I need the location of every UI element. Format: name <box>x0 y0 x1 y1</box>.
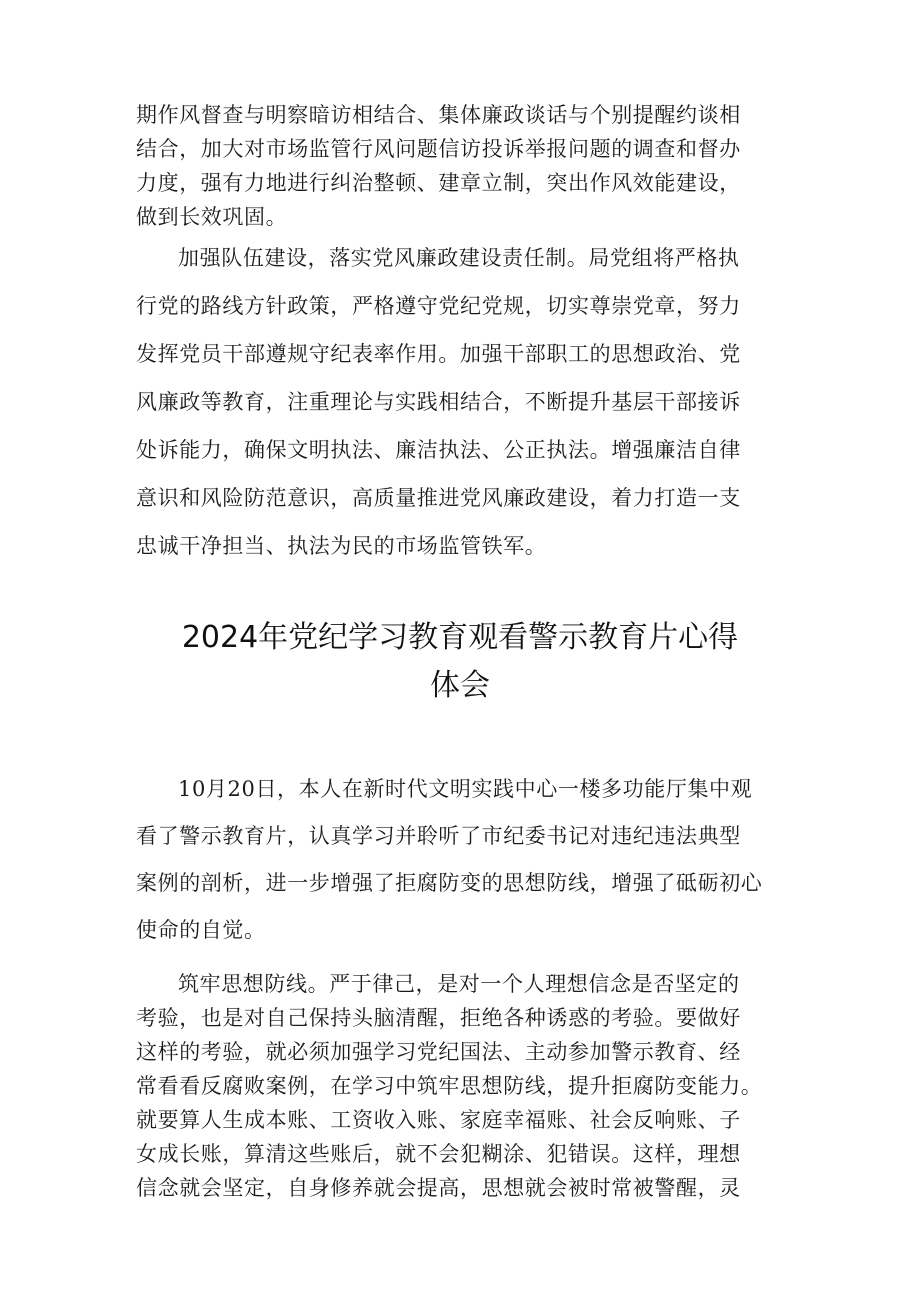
text-line: 期作风督查与明察暗访相结合、集体廉政谈话与个别提醒约谈相 <box>136 103 741 127</box>
paragraph-team-building <box>136 234 796 570</box>
text-line: 意识和风险防范意识，高质量推进党风廉政建设，着力打造一支 <box>136 486 741 510</box>
paragraph-viewing-record <box>136 766 796 954</box>
title-line: 体会 <box>430 668 490 703</box>
article-title <box>60 614 860 710</box>
text-line: 这样的考验，就必须加强学习党纪国法、主动参加警示教育、经 <box>136 1040 741 1064</box>
text-line: 力度，强有力地进行纠治整顿、建章立制，突出作风效能建设， <box>136 171 741 195</box>
text-line: 就要算人生成本账、工资收入账、家庭幸福账、社会反响账、子 <box>136 1108 741 1132</box>
title-line: 2024年党纪学习教育观看警示教育片心得 <box>181 620 739 655</box>
text-line: 结合，加大对市场监管行风问题信访投诉举报问题的调查和督办 <box>136 137 741 161</box>
paragraph-ideological-defense <box>136 967 796 1205</box>
text-line: 做到长效巩固。 <box>136 205 288 229</box>
text-line: 看了警示教育片，认真学习并聆听了市纪委书记对违纪违法典型 <box>136 824 741 848</box>
text-line: 考验，也是对自己保持头脑清醒，拒绝各种诱惑的考验。要做好 <box>136 1006 741 1030</box>
text-line: 女成长账，算清这些账后，就不会犯糊涂、犯错误。这样，理想 <box>136 1142 741 1166</box>
text-line: 发挥党员干部遵规守纪表率作用。加强干部职工的思想政治、党 <box>136 342 741 366</box>
text-line: 使命的自觉。 <box>136 918 266 942</box>
text-line: 加强队伍建设，落实党风廉政建设责任制。局党组将严格执 <box>178 246 740 270</box>
text-line: 10月20日，本人在新时代文明实践中心一楼多功能厅集中观 <box>178 777 753 801</box>
text-line: 案例的剖析，进一步增强了拒腐防变的思想防线，增强了砥砺初心 <box>136 871 763 895</box>
text-line: 忠诚干净担当、执法为民的市场监管铁军。 <box>136 534 547 558</box>
text-line: 处诉能力，确保文明执法、廉洁执法、公正执法。增强廉洁自律 <box>136 438 741 462</box>
paragraph-work-style-supervision <box>136 98 796 234</box>
text-line: 筑牢思想防线。严于律己，是对一个人理想信念是否坚定的 <box>178 972 740 996</box>
text-line: 行党的路线方针政策，严格遵守党纪党规，切实尊崇党章，努力 <box>136 294 741 318</box>
text-line: 信念就会坚定，自身修养就会提高，思想就会被时常被警醒，灵 <box>136 1176 741 1200</box>
text-line: 风廉政等教育，注重理论与实践相结合，不断提升基层干部接诉 <box>136 390 741 414</box>
text-line: 常看看反腐败案例，在学习中筑牢思想防线，提升拒腐防变能力。 <box>136 1074 763 1098</box>
